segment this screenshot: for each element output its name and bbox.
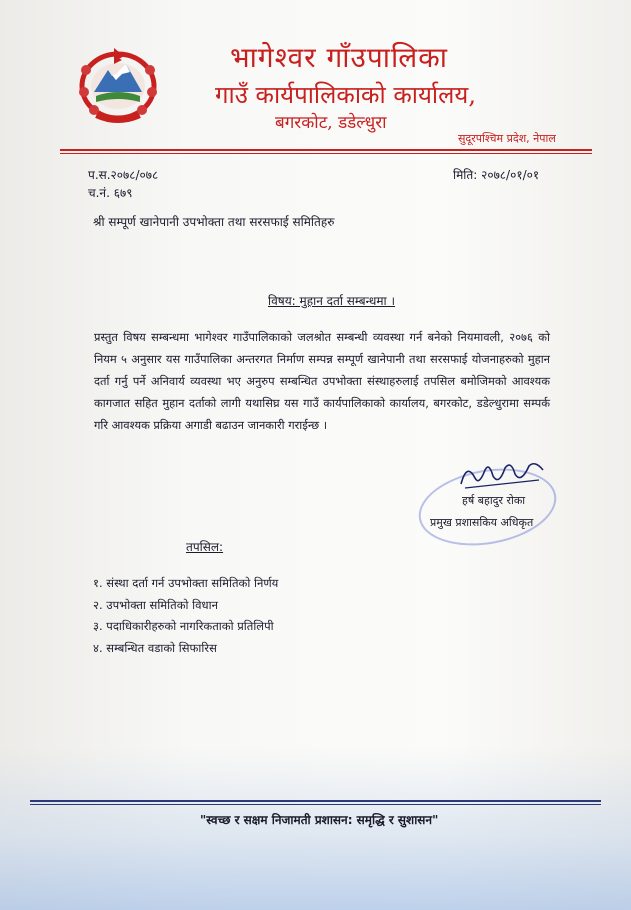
annex-title: तपसिल: [186, 540, 224, 554]
office-address: बगरकोट, डडेल्धुरा [275, 113, 387, 133]
office-subtitle: गाउँ कार्यपालिकाको कार्यालय, [215, 81, 476, 109]
list-item: १. संस्था दर्ता गर्न उपभोक्ता समितिको निर्णय [93, 576, 279, 590]
list-item: ३. पदाधिकारीहरुको नागरिकताको प्रतिलिपी [93, 619, 274, 633]
signature-icon [455, 456, 550, 496]
letter-subject: विषय: मुहान दर्ता सम्बन्धमा । [268, 294, 396, 308]
letter-body: प्रस्तुत विषय सम्बन्धमा भागेश्वर गाउँपालिकाको जलश्रोत सम्बन्धी व्यवस्था गर्न बनेको नियमावली, २०७६ को नियम ५ अनुसार यस गाउँपालिका अन्तरगत निर्माण सम्पन्न सम्पूर्ण खानेपानी तथा सरसफाई योजनाहरुको मुहान दर्ता गर्नु पर्ने अनिवार्य व्यवस्था भए अनुरुप सम्बन्धित उपभोक्ता संस्थाहरुलाई तपसिल बमोजिमको आवश्यक कागजात सहित मुहान दर्ताको लागी यथासिघ्र यस गाउँ कार्यपालिकाको कार्यालय, बगरकोट, डडेल्धुरामा सम्पर्क गरि आवश्यक प्रक्रिया अगाडी बढाउन जानकारी गराईन्छ । [94, 330, 550, 432]
letter-number: प.स.२०७८/०७८ [88, 168, 159, 182]
header-divider-thin [60, 153, 592, 154]
footer-motto: "स्वच्छ र सक्षम निजामती प्रशासन: समृद्धि र सुशासन" [200, 813, 439, 827]
list-item: ४. सम्बन्धित वडाको सिफारिस [93, 640, 217, 655]
addressee: श्री सम्पूर्ण खानेपानी उपभोक्ता तथा सरसफाई समितिहरु [93, 215, 335, 229]
list-item: २. उपभोक्ता समितिको विधान [93, 597, 218, 612]
letter-date: मिति: २०७८/०१/०१ [453, 168, 540, 182]
footer-divider [30, 800, 601, 802]
municipality-title: भागेश्वर गाँउपालिका [230, 41, 449, 74]
dispatch-number: च.नं. ६७९ [88, 186, 133, 200]
province-label: सुदूरपश्चिम प्रदेश, नेपाल [458, 132, 556, 145]
nepal-emblem-icon [70, 40, 166, 126]
footer-divider-thin [30, 804, 601, 805]
header-divider [60, 149, 592, 151]
signatory-name: हर्ष बहादुर रोका [462, 494, 526, 507]
annex-list [93, 576, 278, 662]
signatory-title: प्रमुख प्रशासकिय अधिकृत [430, 516, 534, 529]
